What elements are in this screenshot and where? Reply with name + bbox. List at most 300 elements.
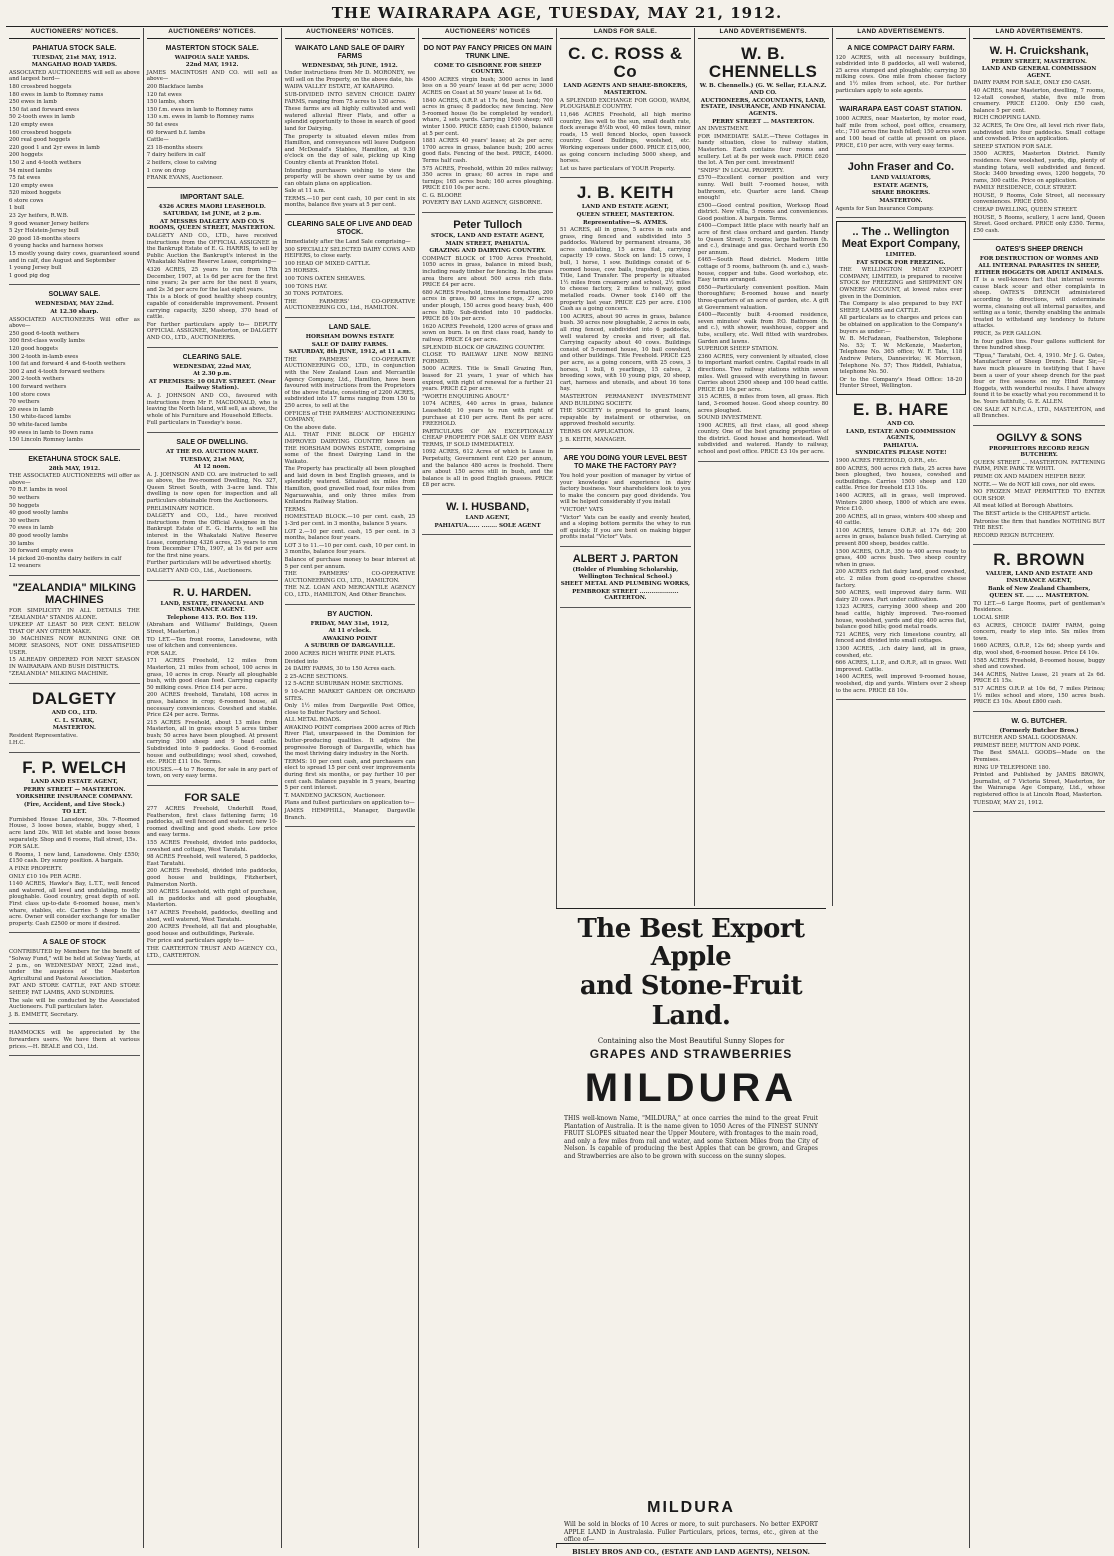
advert-title: Peter Tulloch [453, 219, 523, 232]
advert-paragraph: FRANK EVANS, Auctioneer. [146, 175, 223, 182]
advert-paragraph: 180 crossbred hoggets [9, 83, 72, 90]
advert-paragraph: 100 TONS HAY. [284, 283, 328, 290]
advert-paragraph: 215 ACRES Freehold, about 13 miles from Masterton, all in grass except 5 acres timber bush; 50 acres have been ploughed. At present carrying 300 sheep and 9 head cattle. Subdivided into 9 paddocks. Good 6-roomed house and outbuildings; wool shed, cowshed, etc. PRICE £11 10s. Terms. [146, 719, 278, 766]
advert-paragraph: 120 empty ewes [9, 182, 54, 189]
advert-paragraph: T. MANDENO JACKSON, Auctioneer. [284, 792, 386, 799]
advert-paragraph: TO LET.—Ten front rooms, Lansdowne, with use of kitchen and conveniences. [146, 636, 278, 650]
advert-subheading: FOR DESTRUCTION OF WORMS AND ALL INTERNAL PARASITES IN SHEEP, EITHER HOGGETS OR ADULT ANIMALS. [974, 256, 1104, 276]
column-2 [144, 28, 282, 1548]
advert-paragraph: 2000 ACRES RICH WHITE PINE FLATS. [284, 650, 396, 657]
advert-paragraph: 150 2 and 4-tooth wethers [9, 159, 82, 166]
advert-subheading: AT PREMISES: 10 OLIVE STREET. (Near Railway Station). [148, 378, 276, 392]
advert-paragraph: 25 HORSES. [284, 268, 320, 275]
advert-subheading: FRIDAY, MAY 31st, 1912, [310, 620, 390, 627]
advert-subheading: WEDNESDAY, MAY 22nd. [34, 301, 114, 308]
advert-paragraph: LOCAL SHIP. [973, 614, 1010, 621]
advert-paragraph: 1900 ACRES FREEHOLD, O.P.R., etc. [835, 457, 938, 464]
advertisement [147, 351, 278, 433]
advert-subheading: LAND AND ESTATE AGENT, [30, 778, 118, 785]
advertisement [836, 158, 967, 218]
advert-subheading: 4326 ACRES MAORI LEASEHOLD. [158, 203, 266, 210]
advert-subheading: AWAKINO POINT [322, 635, 378, 642]
advert-title: DALGETY [32, 688, 117, 708]
advert-subheading: STOCK, LAND AND ESTATE AGENT, [430, 233, 545, 240]
advert-paragraph: 130 s.m. ewes in lamb to Romney rams [146, 114, 254, 121]
advert-paragraph: POVERTY BAY LAND AGENCY, GISBORNE. [422, 200, 543, 207]
advert-paragraph: 300 2-tooth in-lamb ewes [9, 353, 79, 360]
advertisement [147, 789, 278, 965]
advert-paragraph: PARTICULARS OF AN EXCEPTIONALLY CHEAP PROPERTY FOR SALE ON VERY EASY TERMS, IF SOLD IMMEDIATELY. [422, 428, 553, 448]
advert-paragraph: 155 ACRES Freehold, divided into paddocks, cowshed and cottage, West Taratahi. [146, 840, 278, 853]
advert-paragraph: A. J. JOHNSON AND CO. are instructed to sell as above, the five-roomed Dwelling, No. 327, Queen Street South, with 3-acre land. This dwelling is now open for inspection and all particulars obtainable from the Auctioneers. [146, 471, 278, 505]
mildura-name: MILDURA [584, 1066, 798, 1110]
advert-paragraph: The BEST article is the CHEAPEST article. [973, 511, 1091, 518]
advert-paragraph: 100 TONS OATEN SHEAVES. [284, 276, 366, 283]
advert-paragraph: 250 good 6-tooth wethers [9, 330, 80, 337]
advert-paragraph: FAMILY RESIDENCE, COLE STREET. [973, 185, 1077, 192]
advert-paragraph: 300 SPECIALLY SELECTED DAIRY COWS AND HEIFERS, to close early. [284, 246, 416, 260]
advert-paragraph: The Company is also prepared to buy FAT SHEEP, LAMBS and CATTLE. [839, 301, 963, 314]
advert-subheading: VALUER, LAND AND ESTATE AND INSURANCE AGENT, [985, 571, 1093, 584]
advert-paragraph: 70 wethers [9, 399, 40, 406]
advert-paragraph: 51 ACRES, all in grass, 5 acres in oats and grass, ring fenced and subdivided into 5 paddocks. Watered by permanent streams, 36 acres undulating, 15 acres flat, carrying capacity 19 cows. Stock on land: 15 cows, 1 bull, 1 horse, 1 sow. Buildings consist of 6-roomed house, cow bails, trapshed, pig sties. Title, Land Transfer. The property is situated 1½ miles from creamery and school, 2½ miles to cheese factory, 2 miles to railway, good metalled roads. Owner took £140 off the property last year. PRICE £25 per acre. £100 Cash as a going concern. [560, 227, 691, 313]
advert-title: SALE OF DWELLING. [176, 438, 248, 446]
advert-paragraph: 50 white-faced lambs [9, 421, 68, 428]
advert-paragraph: For price and particulars apply to— [146, 938, 245, 945]
advert-title: FOR SALE [184, 792, 240, 805]
advert-paragraph: (Abraham and Williams' Buildings, Queen Street, Masterton.) [146, 622, 278, 635]
advert-paragraph: LOT 2.—10 per cent. cash, 15 per cent. in 3 months, balance four years. [284, 528, 416, 542]
advert-paragraph: 30 forward empty ewes [9, 548, 74, 555]
advert-subheading: TO LET. [62, 809, 87, 816]
advert-paragraph: THE FARMERS' CO-OPERATIVE AUCTIONEERING CO., Ltd., HAMILTON. [284, 298, 416, 312]
advert-paragraph: "SNIPS" IN LOCAL PROPERTY. [697, 167, 784, 174]
advert-paragraph: 120 good hoggets [9, 345, 58, 352]
advert-subheading: SYNDICATES PLEASE NOTE! [855, 450, 947, 457]
advert-subheading: LAND AND ESTATE AGENT, [581, 204, 669, 211]
advert-title: F. P. WELCH [22, 757, 127, 777]
advert-subheading: PAHIATUA. [883, 442, 919, 449]
advert-paragraph: 1900 ACRES, all first class, all good sheep country. One of the best grazing properties of the district. Good house and homestead. Well subdivided and watered. Handy to railway, school and post office. PRICE £3 10s per acre. [697, 422, 829, 456]
advert-title: WAIKATO LAND SALE OF DAIRY FARMS [295, 44, 405, 60]
advert-paragraph: THE WELLINGTON MEAT EXPORT COMPANY, LIMITED, is prepared to receive STOCK for FREEZING and SHIPMENT ON OWNERS' ACCOUNT, at lowest rates ever given in the Dominion. [839, 267, 963, 300]
advert-paragraph: ASSOCIATED AUCTIONEERS will sell as above and largest herd— [9, 69, 140, 83]
advert-subheading: WEDNESDAY, 22nd MAY, [173, 363, 252, 370]
advert-paragraph: 30 MACHINES NOW RUNNING ONE OR MORE SEASONS, NOT ONE DISSATISFIED USER. [9, 636, 140, 656]
advert-paragraph: 721 ACRES, very rich limestone country, all fenced and divided into small cottages. [835, 631, 967, 645]
advert-subheading: PERRY STREET, MASTERTON. [991, 58, 1087, 65]
advert-subheading: ESTATE AGENTS, [873, 182, 929, 189]
advert-paragraph: 200 ACRES rich flat dairy land, good cowshed, etc. 2 miles from good co-operative cheese factory. [835, 569, 967, 589]
advertisement [560, 550, 691, 608]
advert-paragraph: 20 good 18-months steers [9, 235, 80, 242]
advertisement [836, 398, 967, 700]
advert-paragraph: Sale at 11 a.m. [284, 188, 326, 195]
advert-paragraph: SHEEP STATION FOR SALE. [973, 143, 1053, 150]
advert-paragraph: A. J. JOHNSON AND CO., favoured with instructions from Mr F. MACDONALD, who is leaving the North Island, will sell, as above, the whole of his Furniture and Household Effects. [146, 392, 278, 419]
advert-paragraph: UPKEEP AT LEAST 50 PER CENT. BELOW THAT OF ANY OTHER MAKE. [9, 622, 140, 635]
advert-paragraph: 120 fat ewes [146, 91, 182, 98]
advert-subheading: YORKSHIRE INSURANCE COMPANY. [16, 794, 133, 801]
advertisement [560, 452, 691, 547]
advert-title: CLEARING SALE. [182, 353, 242, 361]
column-header: AUCTIONEERS' NOTICES [422, 28, 553, 39]
advert-subheading: LAND AND GENERAL COMMISSION AGENT. [981, 66, 1097, 79]
advert-title: DO NOT PAY FANCY PRICES ON MAIN TRUNK LINE. [423, 44, 552, 60]
advert-paragraph: 50 2-tooth ewes in lamb [9, 114, 75, 121]
mildura-advert [556, 908, 826, 1556]
advert-paragraph: SOUND INVESTMENT. [697, 415, 762, 422]
advert-subheading: At 2.30 p.m. [193, 371, 232, 378]
advert-paragraph: 150 Lincoln Romney lambs [9, 437, 84, 444]
advert-title: C. C. ROSS & Co [568, 43, 683, 81]
advert-paragraph: 100 forward wethers [9, 383, 67, 390]
advert-paragraph: 200 hoggets [9, 152, 43, 159]
advertisement [698, 42, 829, 462]
advert-paragraph: 300 first-class woolly lambs [9, 338, 85, 345]
advert-subheading: At 11 o'clock. [328, 628, 372, 635]
advert-title: R. U. HARDEN. [173, 586, 252, 599]
column-3 [282, 28, 420, 1548]
advert-title: BY AUCTION. [327, 610, 373, 618]
advert-paragraph: All particulars as to charges and prices can be obtained on application to the Company's buyers as under:— [839, 315, 963, 335]
mildura-sub-1: Containing also the Most Beautiful Sunny Slopes for [597, 1037, 785, 1045]
advert-paragraph: 4326 ACRES, 25 years to run from 17th December, 1907, at 1s 6d per acre for the first nine years; 2s per acre for the next 8 years, and 2s 3d per acre for the last eight years. [146, 267, 278, 293]
advert-paragraph: £400—Recently built 4-roomed residence, seven minutes' walk from P.O. Bathroom (h. and c.), with shower, washhouse, copper and tubs, scullery, etc. Well fitted with wardrobes. Garden and lawns. [697, 312, 829, 345]
advert-paragraph: Patronise the firm that handles NOTHING BUT THE BEST. [973, 518, 1105, 532]
advert-subheading: (Formerly Butcher Bros.) [999, 727, 1079, 734]
advert-paragraph: FAT AND STORE CATTLE, FAT AND STORE SHEEP, FAT LAMBS, AND SUNDRIES. [9, 983, 140, 996]
advert-title: PAHIATUA STOCK SALE. [32, 44, 117, 52]
advertisement [422, 498, 553, 535]
advert-paragraph: 15 mostly young dairy cows, guaranteed sound and in calf, due August and September [9, 251, 140, 264]
advert-paragraph: HOUSE, 9 Rooms, Cole Street, all necessary conveniences. PRICE £950. [973, 192, 1105, 206]
advert-paragraph: DALGETY AND CO., LTD., have received instructions from the OFFICIAL ASSIGNEE in the Bankrupt Estate of E. G. HARRIS, to sell by Public Auction the Bankrupt's interest in the Whakataki Native Reserve Lease, comprising— [146, 233, 278, 266]
advert-paragraph: 150 white-faced lambs [9, 414, 71, 421]
advert-paragraph: 250 ewes in lamb [9, 99, 57, 106]
advert-paragraph: 171 ACRES Freehold, 12 miles from Masterton, 21 miles from school, 100 acres in grass, 10 acres in crop. Nearly all ploughable bush, with good clean feed. Carrying capacity 50 milking cows. Price £14 per acre. [146, 658, 278, 691]
advert-subheading: LIMITED. [885, 252, 917, 259]
advert-paragraph: 575 ACRES, Freehold, within 20 miles railway; 350 acres in grass; 60 acres in rape and turnips; 165 acres bush; 160 acres ploughing. PRICE £10 10s per acre. [422, 165, 553, 192]
advert-paragraph: 180 ewes in lamb to Romney rams [9, 91, 104, 98]
advert-title: E. B. HARE [853, 399, 949, 419]
advert-paragraph: Intending purchasers wishing to view the property will be shown over same by us and can obtain plans on application. [284, 167, 416, 187]
advert-paragraph: "WORTH ENQUIRING ABOUT." [422, 393, 510, 400]
advert-subheading: MANGAHAO ROAD YARDS. [31, 62, 117, 69]
advertisement [285, 42, 416, 215]
advert-paragraph: Immediately after the Land Sale comprising— [284, 239, 411, 246]
advert-paragraph: Or to the Company's Head Office: 18-20 Hunter Street, Wellington. [839, 376, 963, 390]
advert-subheading: GRAZING AND DAIRYING COUNTRY. [429, 248, 546, 255]
advertisement [285, 321, 416, 605]
advert-paragraph: THE ASSOCIATED AUCTIONEERS will offer as above— [9, 473, 140, 486]
advert-paragraph: 150 lambs, shorn [146, 99, 194, 106]
advert-paragraph: ALL THAT FINE BLOCK OF HIGHLY IMPROVED DAIRYING COUNTRY known as THE HORSHAM DOWNS ESTATE, comprising some of the finest Dairying Land in the Waikato. [284, 432, 416, 465]
advert-paragraph: DALGETY AND CO., Ltd., Auctioneers. [146, 568, 253, 574]
advert-title: CLEARING SALE OF LIVE AND DEAD STOCK. [287, 221, 413, 237]
advert-paragraph: 50 hoggets [9, 502, 40, 509]
mildura-footer: Will be sold in blocks of 10 Acres or more, to suit purchasers. No better EXPORT APPLE LAND in Australasia. Fuller Particulars, prices, terms, etc., given at the office of— [564, 1521, 818, 1544]
advert-paragraph: THE CARTERTON TRUST AND AGENCY CO., LTD., CARTERTON. [146, 945, 278, 959]
advert-title: OGILVY & SONS [996, 431, 1083, 444]
advert-paragraph: "ZEALANDIA" MILKING MACHINE. [9, 671, 109, 678]
advert-title: A NICE COMPACT DAIRY FARM. [847, 44, 955, 52]
advert-paragraph: 500 ACRES, well improved dairy farm. Will dairy 20 cows. Part under cultivation. [835, 590, 967, 603]
advert-paragraph: 344 ACRES, Native Lease, 21 years at 2s 6d. PRICE £1 15s. [973, 671, 1105, 685]
advert-paragraph: IT is a well-known fact that internal worms cause black scour and other complaints in sheep. OATES'S DRENCH administered according to directions, will exterminate worms, cleansing out all internal parasites, and setting as a tonic, thereby enabling the animals treated to withstand any tendency to future attacks. [973, 277, 1105, 330]
advert-subheading: LAND VALUATORS, [870, 175, 932, 182]
advert-paragraph: 800 ACRES, 500 acres rich flats, 25 acres have been ploughed, two houses, cowshed and outbuildings. Carries 1500 sheep and 120 cattle. Price for freehold £13 10s. [835, 465, 967, 492]
advert-paragraph: BUTCHER AND SMALL GOODSMAN. [973, 735, 1078, 742]
advert-paragraph: PRICE, 3s PER GALLON. [973, 330, 1042, 337]
advert-paragraph: Under instructions from Mr D. MORONEY, we will sell on the Property, on the above date, his [284, 70, 416, 83]
advert-paragraph: HOUSE, 5 Rooms, scullery, 1 acre land, Queen Street. Good orchard. PRICE only £350. Terms, £50 cash. [973, 214, 1105, 234]
advert-paragraph: "Victor" Vats can be easily and evenly heated, and a sloping bottom permits the whey to run off quickly. If you are bent on making bigger profits instal "Victor" Vats. [560, 514, 691, 541]
advertisement [973, 243, 1105, 425]
advert-paragraph: 23 2yr heifers, R.W.B. [9, 213, 69, 220]
advert-paragraph: 277 ACRES Freehold, Underhill Road, Featherston, first class fattening farm; 16 paddocks, all well fenced and watered; new 10-roomed dwelling and good sheds. Low price and easy terms. [146, 806, 278, 839]
advert-paragraph: 15 ALREADY ORDERED FOR NEXT SEASON IN WAIRARAPA AND BUSH DISTRICTS. [9, 657, 140, 670]
advert-title: A SALE OF STOCK [42, 939, 107, 947]
advertisement [836, 221, 967, 395]
advert-subheading: SHEET METAL AND PLUMBING WORKS, [560, 581, 691, 588]
advert-paragraph: CONTRIBUTED by Members for the benefit of "Solway Fund," will be held at Solway Yards, at 2 p.m., on WEDNESDAY NEXT, 22nd inst., under the auspices of the Masterton Agricultural and Pastoral Association. [9, 949, 140, 982]
advert-subheading: At 12 noon. [194, 464, 231, 471]
advert-paragraph: 300 2 and 4-tooth forward wethers [9, 368, 105, 375]
advert-paragraph: CHEAP DWELLING, QUEEN STREET. [973, 207, 1078, 214]
column-5 [557, 28, 695, 906]
advertisement [9, 453, 140, 576]
advert-subheading: FAT STOCK FOR FREEZING. [856, 259, 946, 266]
advert-paragraph: OFFICES of THE FARMERS' AUCTIONEERING COMPANY, [284, 410, 416, 424]
advert-paragraph: A SPLENDID EXCHANGE FOR GOOD, WARM, PLOUGHABLE COUNTRY. [560, 97, 691, 111]
advert-paragraph: TUESDAY, MAY 21, 1912. [973, 799, 1044, 806]
advert-paragraph: C. G. BLOORE [422, 192, 462, 199]
advert-paragraph: 220 good 1 and 2yr ewes in lamb [9, 144, 100, 151]
advert-paragraph: The sale will be conducted by the Associated Auctioneers. Full particulars later. [9, 997, 140, 1011]
advertisement [973, 715, 1105, 813]
mildura-title-1: The Best Export Apple [577, 914, 805, 972]
advert-paragraph: 3500 ACRES, Masterton District. Family residence. New woolshed, yards, dip, plenty of standing totara, well subdivided and fenced. Stock: 3400 breeding ewes, 1200 hoggets, 70 rams, 300 cattle. Price on application. [973, 151, 1105, 184]
advert-paragraph: A FINE PROPERTY. [9, 866, 63, 873]
advert-paragraph: 5000 ACRES. Title is Small Grazing Run, leased for 21 years, 1 year of which has expired, with right of renewal for a further 21 years. PRICE £2 per acre. [422, 366, 553, 393]
advert-paragraph: 2 25-ACRE SECTIONS. [284, 673, 348, 680]
advert-paragraph: FOR SALE. [146, 650, 178, 657]
advert-paragraph: 50 fat ewes [146, 121, 179, 128]
advertisement [422, 42, 553, 213]
advert-subheading: QUEEN ST. .... .... MASTERTON. [989, 593, 1089, 600]
advert-subheading: HORSHAM DOWNS ESTATE [305, 334, 395, 340]
advert-paragraph: Resident Representative. [9, 732, 78, 739]
advert-paragraph: 200 real good hoggets [9, 137, 71, 144]
advert-subheading: AUCTIONEERS, ACCOUNTANTS, LAND, ESTATE, INSURANCE, AND FINANCIAL AGENTS. [700, 97, 826, 117]
advert-paragraph: MASTERTON PERMANENT INVESTMENT AND BUILDING SOCIETY. [560, 393, 691, 407]
advertisement [9, 42, 140, 286]
advert-paragraph: 200 ACRES freehold, Taratahi, 108 acres in grass, balance in crop; 6-roomed house, all necessary conveniences. Cowshed and stable. Price £24 per acre. Terms. [146, 692, 278, 719]
advert-paragraph: 6 store cows [9, 197, 44, 204]
advert-paragraph: Balance of purchase money to bear interest at 5 per cent per annum. [284, 557, 416, 570]
advert-paragraph: 520 mixed hoggets [9, 190, 61, 197]
advert-paragraph: TERMS ON APPLICATION. [560, 428, 635, 435]
advert-paragraph: 300 ACRES Leasehold, with right of purchase, all in paddocks and all good ploughable, Masterton. [146, 889, 278, 909]
advert-subheading: LAND AGENT, [465, 515, 510, 522]
advert-paragraph: 160 crossbred hoggets [9, 129, 72, 136]
advert-paragraph: 120 ACRES, with all necessary buildings, subdivided into 8 paddocks, all well watered, 25 acres stumped and ploughable; carrying 30 milking cows. One mile from cheese factory and 1½ miles from school, etc. For further particulars apply to sole agents. [835, 54, 967, 94]
advert-subheading: AND CO. [887, 420, 915, 427]
advert-subheading: AT THE P.O. AUCTION MART. [165, 448, 259, 455]
advertisement [560, 42, 691, 179]
advert-paragraph: 1100 ACRES, tenure O.R.P. at 17s 6d; 200 acres in grass, balance bush felled. Carrying at present 800 sheep, besides cattle. [835, 527, 967, 548]
masthead: THE WAIRARAPA AGE, TUESDAY, MAY 21, 1912. [331, 4, 783, 22]
advert-subheading: Bank of New Zealand Chambers, [987, 585, 1091, 592]
advert-paragraph: 1300 ACRES, ..ich dairy land, all in grass, cowshed, etc. [835, 645, 967, 659]
advert-paragraph: 32 ACRES, Te Ore Ore, all level rich river flats, subdivided into four paddocks. Small cottage and cowshed. Price on application. [973, 122, 1105, 143]
advert-paragraph: TO LET.—6 Large Rooms, part of gentleman's Residence. [973, 600, 1105, 614]
advert-title: SOLWAY SALE. [48, 291, 101, 299]
advert-title: W. B. CHENNELLS [708, 43, 818, 81]
advert-subheading: SATURDAY, 1st JUNE, at 2 p.m. [163, 211, 262, 218]
advert-paragraph: Only 1½ miles from Dargaville Post Office, close to Butter Factory and School. [284, 703, 416, 716]
advert-paragraph: TERMS: 10 per cent cash, and purchasers can elect to spread 15 per cent over improvements during first six months, or pay further 10 per cent cash. Balance payable in 5 years, bearing 5 per cent interest. [284, 758, 416, 792]
advert-paragraph: J. B. EMMETT, Secretary. [9, 1011, 79, 1018]
advert-subheading: PROPRIETORS RECORD REIGN BUTCHERY. [989, 445, 1090, 459]
advert-paragraph: You hold your position of manager by virtue of your knowledge and experience in dairy factory business. Your shareholders look to you to make the concern pay good dividends. You will be helped considerably if you install [560, 473, 691, 506]
advert-paragraph: 1500 ACRES, O.R.P., 350 to 400 acres ready to grass, 400 acres bush. Two sheep country when in grass. [835, 548, 967, 568]
advert-paragraph: 1400 ACRES, well improved 9-roomed house, woolshed, dip and yards. Winters over 2 sheep to the acre. PRICE £8 10s. [835, 674, 967, 694]
column-header: AUCTIONEERS' NOTICES. [147, 28, 278, 39]
advert-paragraph: 200 Blackface lambs [146, 83, 204, 90]
advert-paragraph: 100 ACRES, about 90 acres in grass, balance bush. 30 acres now ploughable, 2 acres in oats, all ring fenced, subdivided into 6 paddocks, well watered by creeks and river, all flat. Carrying capacity about 40 cows. Buildings consist of 5-roomed house, 10 bail cowshed, and other buildings. Title Freehold. PRICE £25 per acre, as a going concern, with 25 cows, 3 horses, 1 bull, 6 yearlings, 15 calves, 2 breeding sows, with 10 young pigs, 20 sheep, cart, harness and utensils, and about 16 tons hay. [560, 313, 691, 393]
advert-paragraph: The property is situated eleven miles from Hamilton, and conveyances will leave Dudgeon and McDonald's Stables, Hamilton, at 9.30 o'clock on the day of sale, picking up King Country clients at Frankton Hotel. [284, 133, 416, 166]
advert-subheading: C. L. STARK, [54, 717, 95, 724]
advert-subheading: MASTERTON. [879, 197, 923, 204]
advert-title: MASTERTON STOCK SALE. [165, 44, 259, 52]
advert-paragraph: 70 B.F. lambs in wool [9, 487, 68, 494]
advert-paragraph: 200 2-tooth wethers [9, 376, 65, 383]
advert-paragraph: The Best SMALL GOODS—Made on the Premises. [973, 750, 1105, 764]
advertisement [560, 181, 691, 449]
advert-paragraph: For further particulars apply to— DEPUTY OFFICIAL ASSIGNEE, Masterton, or DALGETY AND CO., LTD., AUCTIONEERS. [146, 321, 278, 341]
advert-paragraph: NO FROZEN MEAT PERMITTED TO ENTER OUR SHOP. [973, 489, 1105, 502]
advert-paragraph: ON SALE AT N.F.C.A., LTD., MASTERTON, and all Branches. [973, 406, 1105, 420]
advert-paragraph: HOUSES.—4 to 7 Rooms, for sale in any part of town, on very easy terms. [146, 766, 278, 780]
advert-paragraph: 80 good woolly lambs [9, 533, 69, 540]
advertisement [147, 191, 278, 348]
column-6 [695, 28, 833, 906]
advertisement [285, 218, 416, 318]
advert-subheading: 22nd MAY, 1912. [185, 62, 239, 69]
advert-paragraph: CLOSE TO RAILWAY LINE NOW BEING FORMED. [422, 352, 553, 365]
advert-paragraph: 1140 ACRES, Hawke's Bay, L.T.T., well fenced and watered, all level and undulating, mostly ploughable. Good country, great depth of soil. First class up-to-date 6-roomed house, men's whare, stables, etc. Carries 5 sheep to the acre. Owner will consider exchange for smaller property. Cash £2500 or more if desired. [9, 881, 140, 927]
advert-paragraph: 150 f.m. ewes in lamb to Romney rams [146, 106, 254, 113]
mildura-agent: BISLEY BROS AND CO., (ESTATE AND LAND AGENTS), NELSON. [572, 1547, 810, 1556]
mildura-name-2: MILDURA [647, 1499, 735, 1516]
advert-paragraph: Further particulars will be advertised shortly. [146, 560, 272, 567]
advert-paragraph: AN INVESTMENT. [697, 126, 749, 133]
advert-paragraph: PRIME OX AND MAIDEN HEIFER BEEF. [973, 474, 1086, 481]
advert-paragraph: 6 Rooms, 1 new land, Lansdowne. Only £550; £150 cash. Dry sunny position. A bargain. [9, 851, 140, 865]
masthead-rule [6, 26, 1108, 27]
advert-subheading: AND CO., LTD. [51, 709, 98, 716]
advert-paragraph: FOR SALE. [9, 844, 40, 851]
advert-paragraph: THE FARMERS' CO-OPERATIVE AUCTIONEERING CO., LTD., HAMILTON. [284, 571, 416, 584]
advert-subheading: MASTERTON. [52, 725, 97, 732]
advert-subheading: AT MESSRS DALGETY AND CO.'S ROOMS, QUEEN STREET, MASTERTON. [149, 218, 275, 232]
advert-paragraph: Agents for Sun Insurance Company. [835, 205, 934, 212]
advert-paragraph: 11,646 ACRES Freehold, all high merino country, lies well to the sun, small death rate, flock average 8½lb wool, 40 miles town, minor roads, 15 well fenced blocks, open tussock country. Good Buildings, woolshed, etc. Working expenses under £600. PRICE £15,000, as going concern including 5000 sheep, and horses. [560, 111, 691, 165]
advert-paragraph: "Tipua," Taratahi, Oct. 4, 1910. Mr J. G. Oates, Manufacturer of Sheep Drench. Dear Sir,—I have much pleasure in testifying that I have been a user of your sheep drench for the past four or five seasons on my Hind Romney Hoggets, with wonderful results. I have always found it to be exactly what you recommend it to be. Yours faithfully, G. E. ALLEN. [973, 352, 1105, 405]
advert-paragraph: TERMS. [284, 506, 307, 513]
advert-paragraph: 100 fat and forward 4 and 6-tooth wethers [9, 361, 126, 368]
mildura-sub-2: GRAPES AND STRAWBERRIES [589, 1047, 793, 1061]
advert-title: IMPORTANT SALE. [180, 193, 244, 201]
advert-paragraph: 1 bull [9, 205, 25, 212]
advert-paragraph: RECORD REIGN BUTCHERY. [973, 532, 1055, 539]
advertisement [9, 1027, 140, 1056]
advert-paragraph: TERMS.—10 per cent cash, 10 per cent in six months, balance five years at 5 per cent. [284, 195, 416, 209]
advert-paragraph: 63 ACRES, CHOICE DAIRY FARM, going concern, ready to step into. Six miles from town. [973, 622, 1105, 642]
column-header: AUCTIONEERS' NOTICES. [9, 28, 140, 39]
advert-title: EKETAHUNA STOCK SALE. [28, 455, 121, 463]
advert-paragraph: FOR IMMEDIATE SALE.—Three Cottages in handy situation, close to railway station, Masterton. Each contains four rooms and scullery. Let at 8s per week each. PRICE £620 the lot. A Ten per cent. investment! [697, 133, 829, 167]
advert-paragraph: 315 ACRES, 8 miles from town, all grass. Rich land, 3-roomed house. Good sheep country. 80 acres ploughed. [697, 394, 829, 414]
advert-title: J. B. KEITH [576, 183, 674, 203]
advert-paragraph: 7 dairy heifers in calf [146, 152, 206, 159]
advert-subheading: PERRY STREET ... MASTERTON. [712, 118, 815, 125]
advertisement [422, 216, 553, 495]
advert-subheading: WAIPOUA SALE YARDS. [174, 54, 250, 61]
advert-subheading: AND CO. [749, 90, 777, 97]
advert-paragraph: SUB-DIVIDED INTO SEVEN CHOICE DAIRY FARMS, ranging from 75 acres to 130 acres. [284, 91, 416, 105]
advert-paragraph: 1 cow on drop [146, 167, 186, 174]
advert-paragraph: 517 ACRES O.R.P. at 10s 6d, 7 miles Pirinoa; 1½ miles school and store, 150 acres bush. PRICE £3 10s. About £800 cash. [973, 685, 1105, 706]
advert-paragraph: 70 ewes in lamb [9, 525, 54, 532]
advert-paragraph: 150 fat and forward ewes [9, 106, 80, 113]
advert-subheading: PEMBROKE STREET .................... CARTERTON. [572, 588, 679, 602]
advertisement [9, 288, 140, 449]
advert-paragraph: On the above date. [284, 424, 337, 431]
advert-subheading: W. B. Chennells.) (G. W. Sellar, F.I.A.N.Z. [699, 82, 827, 89]
advert-paragraph: 100 HEAD OF MIXED CATTLE. [284, 260, 371, 267]
mildura-body: THIS well-known Name, "MILDURA," at once carries the mind to the great Fruit Plantation of Australia. It is the name given to 1050 Acres of the FINEST SUNNY FRUIT SLOPES situated near the Upper Moutere, with frontages to the main road, and only a few miles from rail and water, and some Sixteen Miles from the City of Nelson. Is capable of producing the best Apples that can be grown, and Grapes and Strawberries are also to be grown with success on the sunny slopes. [564, 1115, 818, 1160]
advert-paragraph: £465—South Road district. Modern little cottage of 5 rooms, bathroom (h. and c.), wash-house, copper and tubs. Good workshop, etc. Easy terms arranged. [697, 257, 829, 284]
advert-title: WAIRARAPA EAST COAST STATION. [839, 106, 963, 114]
advert-paragraph: ASSOCIATED AUCTIONEERS Will offer as above— [9, 316, 140, 330]
advert-subheading: LAND, ESTATE AND COMMISSION AGENTS, [846, 428, 956, 442]
advertisement [9, 756, 140, 933]
advert-paragraph: W. B. McFadzean, Featherston, Telephone No. 53; T. W. McKenzie, Masterton, Telephone No. 365 office; W. F. Tate, 118 Andrew Peters, Dannevirke; W. Morrison, Telephone No. 57; Thos Riddell, Pahiatua, telephone No. 50. [839, 336, 963, 376]
advert-paragraph: JAMES HEMPHILL, Manager, Dargaville Branch. [284, 808, 416, 821]
advert-paragraph: J. B. KEITH, MANAGER. [560, 436, 627, 443]
advert-paragraph: PRIMEST BEEF, MUTTON AND PORK. [973, 742, 1081, 749]
advert-paragraph: 40 ACRES, near Masterton, dwelling, 7 rooms, 12-stall cowshed, stable, five mile from creamery. PRICE £1200. Only £50 cash, balance 5 per cent. [973, 87, 1105, 114]
advert-paragraph: HOMESTEAD BLOCK.—10 per cent. cash, 25 1-3rd per cent. in 3 months, balance 5 years. [284, 514, 416, 528]
advert-paragraph: 200 ACRES, all in grass, winters 400 sheep and 40 cattle. [835, 513, 967, 527]
advert-paragraph: THE FARMERS' CO-OPERATIVE AUCTIONEERING CO., LTD., in conjunction with the New Zealand Loan and Mercantile Agency Company, Ltd., Hamilton, have been favoured with instructions from the Proprietors of the above Estate, consisting of 2200 ACRES, subdivided into 17 farms ranging from 150 to 250 acres, to sell at the [284, 356, 416, 409]
advert-paragraph: JAMES MACINTOSH AND CO. will sell as above— [146, 69, 278, 83]
column-7 [833, 28, 971, 1548]
advert-paragraph: The Property has practically all been ploughed and laid down in best English grasses, and is splendidly watered. Situated six miles from Hamilton, good gravelled road, four miles from Ngaruawahia, and only three miles from Knilandra Railway Station. [284, 466, 416, 506]
advert-subheading: At 12.30 sharp. [50, 309, 99, 315]
advert-paragraph: DALGETY and CO., Ltd., have received instructions from the Official Assignee in the Bankrupt Estate of E. G. Harris, to sell his interest in the Whakataki Native Reserve Lease, comprising 4326 acres, 25 years to run from December 17th, 1907, at 1s 6d per acre for the first nine years. [146, 513, 278, 559]
advert-subheading: PERRY STREET — MASTERTON. [23, 786, 126, 793]
advert-subheading: LAND AGENTS AND SHARE-BROKERS, [563, 82, 688, 89]
mildura-title-2: and Stone-Fruit Land. [579, 971, 803, 1031]
advert-paragraph: 54 mixed lambs [9, 167, 53, 174]
advert-paragraph: 1000 ACRES, near Masterton, by motor road, half mile from school, post office, creamery, etc.; 710 acres fine bush felled; 150 acres sown and 100 head of cattle at present on place. PRICE, £10 per acre, with very easy terms. [835, 116, 967, 149]
advert-subheading: A SUBURB OF DARGAVILLE. [304, 643, 396, 650]
advert-paragraph: £650—Particularly convenient position. Main thoroughfare; 8-roomed house and nearly three-quarters of an acre of garden, etc. A gift at Government valuation. [697, 284, 829, 311]
